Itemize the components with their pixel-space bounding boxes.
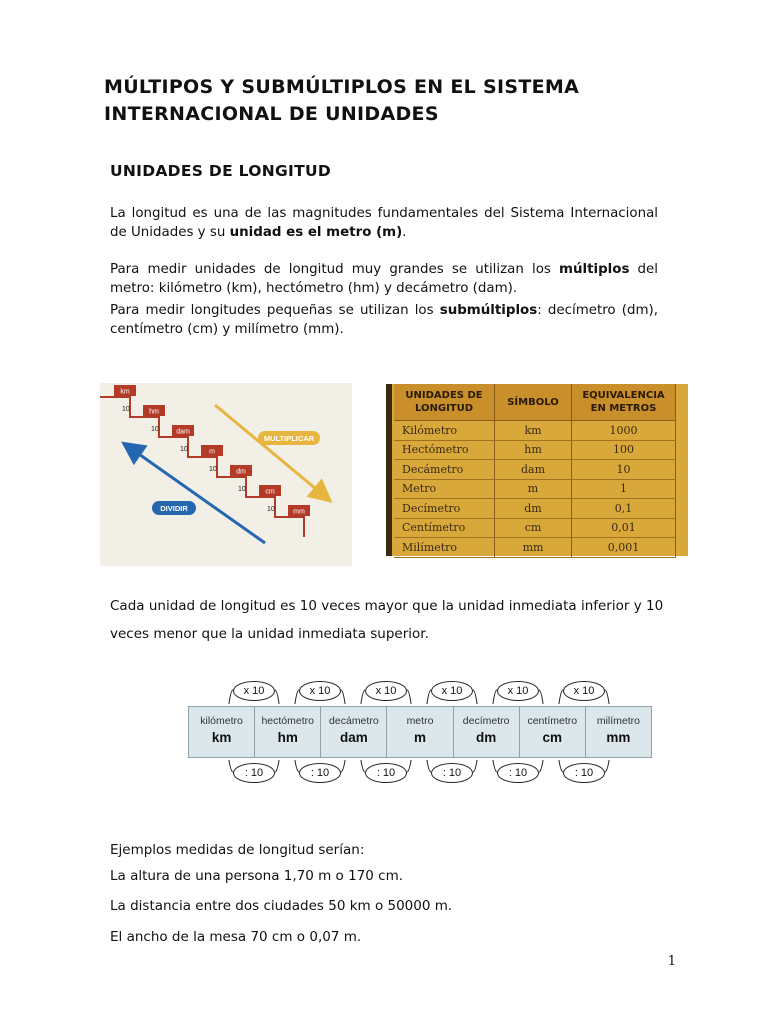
unit-cell — [387, 707, 453, 757]
divide-oval: : 10 — [563, 763, 605, 783]
relation-paragraph: Cada unidad de longitud es 10 veces mayor que la unidad inmediata inferior y 10 veces menor que la unidad inmediata superior. — [110, 598, 664, 642]
divide-oval: : 10 — [299, 763, 341, 783]
symbol-cell: km — [495, 421, 572, 441]
unit-symbol: hm — [277, 730, 298, 745]
units-table — [386, 384, 688, 556]
table-row — [394, 421, 676, 441]
multiplicar-arrow — [215, 405, 328, 499]
unit-cell — [520, 707, 586, 757]
unit-name: metro — [406, 715, 434, 727]
step-label: cm — [265, 488, 275, 496]
multiply-oval: x 10 — [233, 681, 275, 701]
symbol-cell: hm — [495, 440, 572, 460]
step-label: m — [209, 448, 215, 456]
example-item: El ancho de la mesa 70 cm o 0,07 m. — [110, 929, 362, 945]
table-row — [394, 518, 676, 538]
unit-name-cell: Metro — [394, 479, 495, 499]
section-heading: UNIDADES DE LONGITUD — [110, 162, 332, 180]
table-row — [394, 479, 676, 499]
equivalence-cell: 1000 — [572, 421, 676, 441]
table-row — [394, 499, 676, 519]
conversion-strip — [188, 706, 652, 758]
multiply-oval: x 10 — [431, 681, 473, 701]
unit-name: decámetro — [329, 715, 379, 727]
divide-oval: : 10 — [431, 763, 473, 783]
unit-cell — [321, 707, 387, 757]
staircase-svg — [100, 383, 352, 566]
unit-symbol: dam — [339, 730, 368, 745]
multiples-paragraph: Para medir unidades de longitud muy grandes se utilizan los múltiplos del metro: kilómetro (km), hectómetro (hm) y decámetro (dam). — [110, 262, 659, 296]
unit-name: centímetro — [527, 715, 578, 727]
unit-name: kilómetro — [200, 715, 243, 727]
step-label: km — [120, 388, 130, 396]
equivalence-cell: 100 — [572, 440, 676, 460]
multiply-arrows-row — [188, 674, 650, 704]
divide-oval: : 10 — [497, 763, 539, 783]
multiplicar-label: MULTIPLICAR — [263, 434, 315, 443]
unit-cell — [454, 707, 520, 757]
factor-label: 10 — [267, 506, 275, 513]
unit-symbol: cm — [542, 730, 563, 745]
unit-symbol: mm — [606, 730, 631, 745]
divide-arrows-row — [188, 758, 650, 790]
unit-cell — [189, 707, 255, 757]
table-row — [394, 538, 676, 558]
multiply-oval: x 10 — [299, 681, 341, 701]
multiply-oval: x 10 — [563, 681, 605, 701]
factor-label: 10 — [180, 446, 188, 453]
unit-cell — [586, 707, 651, 757]
staircase-line — [100, 397, 304, 537]
factor-label: 10 — [238, 486, 246, 493]
divide-oval: : 10 — [365, 763, 407, 783]
multiply-oval: x 10 — [497, 681, 539, 701]
table-row — [394, 440, 676, 460]
dividir-label: DIVIDIR — [160, 504, 188, 513]
unit-name-cell: Milímetro — [394, 538, 495, 558]
symbol-cell: cm — [495, 518, 572, 538]
example-item: La altura de una persona 1,70 m o 170 cm. — [110, 868, 404, 884]
symbol-cell: mm — [495, 538, 572, 558]
page-number: 1 — [667, 954, 676, 969]
symbol-cell: dm — [495, 499, 572, 519]
symbol-cell: dam — [495, 460, 572, 480]
table-header-row — [394, 384, 676, 421]
step-label: mm — [293, 508, 305, 516]
unit-name: milímetro — [596, 715, 640, 727]
equivalence-cell: 0,1 — [572, 499, 676, 519]
table-row — [394, 460, 676, 480]
unit-name-cell: Centímetro — [394, 518, 495, 538]
staircase-figure — [100, 383, 352, 566]
step-label: dm — [236, 468, 246, 476]
unit-symbol: m — [413, 730, 426, 745]
header-unidades: UNIDADES DE LONGITUD — [394, 384, 495, 421]
unit-name-cell: Decímetro — [394, 499, 495, 519]
step-label: hm — [149, 408, 159, 416]
unit-cell — [255, 707, 321, 757]
unit-name: decímetro — [462, 715, 510, 727]
unit-name-cell: Decámetro — [394, 460, 495, 480]
equivalence-cell: 1 — [572, 479, 676, 499]
submultiples-paragraph: Para medir longitudes pequeñas se utilizan los submúltiplos: decímetro (dm), centímetro (cm) y milímetro (mm). — [110, 303, 659, 337]
symbol-cell: m — [495, 479, 572, 499]
header-equivalencia: EQUIVALENCIA EN METROS — [572, 384, 676, 421]
example-item: La distancia entre dos ciudades 50 km o 50000 m. — [110, 898, 453, 914]
factor-label: 10 — [151, 426, 159, 433]
unit-symbol: dm — [476, 730, 497, 745]
factor-label: 10 — [209, 466, 217, 473]
header-simbolo: SÍMBOLO — [495, 384, 572, 421]
unit-symbol: km — [211, 730, 232, 745]
unit-name-cell: Kilómetro — [394, 421, 495, 441]
equivalence-cell: 0,01 — [572, 518, 676, 538]
unit-name: hectómetro — [261, 715, 314, 727]
factor-label: 10 — [122, 406, 130, 413]
intro-paragraph: La longitud es una de las magnitudes fundamentales del Sistema Internacional de Unidades y su unidad es el metro (m). — [110, 206, 658, 240]
page-title: MÚLTIPOS Y SUBMÚLTIPLOS EN EL SISTEMA INTERNACIONAL DE UNIDADES — [104, 76, 580, 125]
examples-heading: Ejemplos medidas de longitud serían: — [110, 842, 365, 858]
divide-oval: : 10 — [233, 763, 275, 783]
step-label: dam — [176, 428, 190, 436]
equivalence-cell: 0,001 — [572, 538, 676, 558]
dividir-arrow — [126, 445, 265, 543]
unit-name-cell: Hectómetro — [394, 440, 495, 460]
equivalence-cell: 10 — [572, 460, 676, 480]
multiply-oval: x 10 — [365, 681, 407, 701]
